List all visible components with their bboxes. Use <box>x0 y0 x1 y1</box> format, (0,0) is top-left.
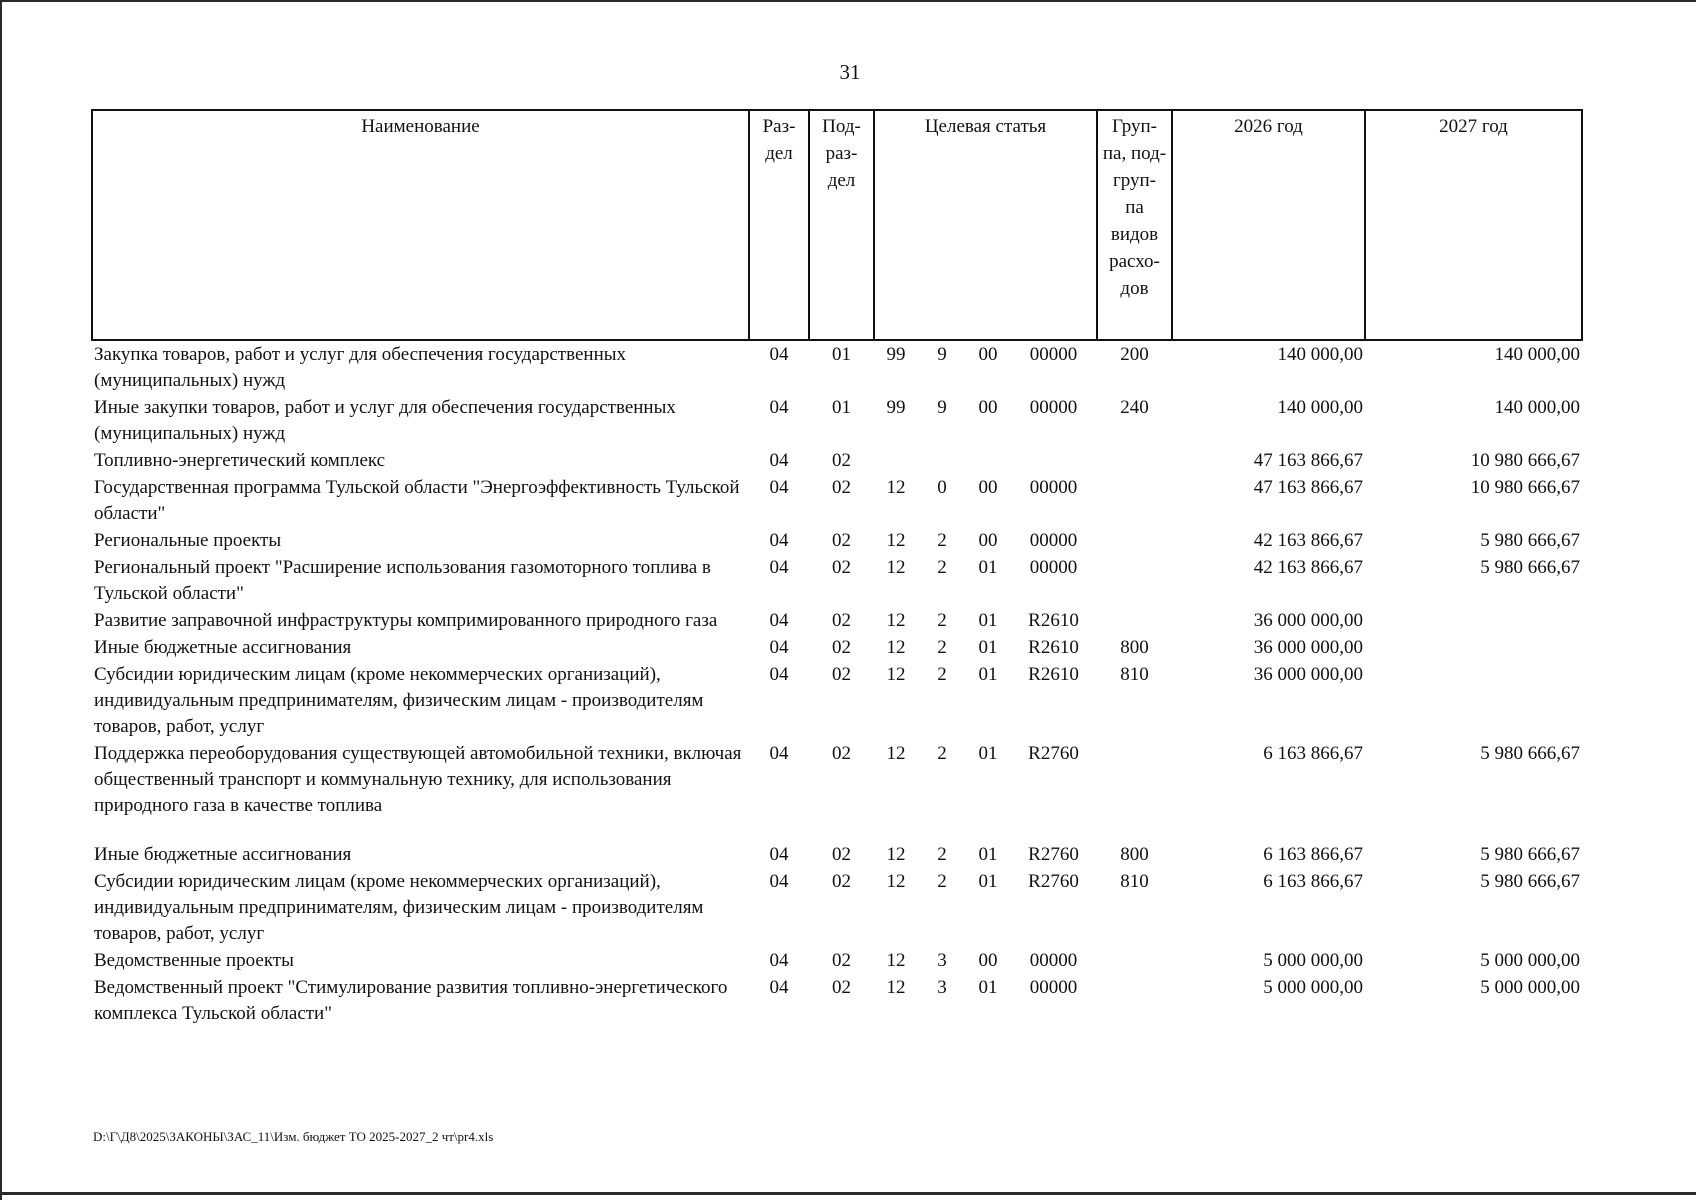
row-amount-2026: 42 163 866,67 <box>1253 530 1363 551</box>
row-expense-group: 810 <box>1120 664 1149 685</box>
row-podrazdel: 02 <box>832 610 851 631</box>
page-number: 31 <box>839 60 861 84</box>
row-target-code: R2760 <box>1028 743 1079 764</box>
table-row <box>92 947 1582 974</box>
row-target-event: 00 <box>978 530 998 551</box>
sheet-border-left <box>0 0 2 1200</box>
row-target-event: 01 <box>978 637 998 658</box>
row-podrazdel: 02 <box>832 844 851 865</box>
table-row <box>92 634 1582 661</box>
row-target-subprogram: 3 <box>937 950 947 971</box>
footer-file-path: D:\Г\Д8\2025\ЗАКОНЫ\ЗАС_11\Изм. бюджет ТО 2025-2027_2 чт\pr4.xls <box>93 1129 494 1144</box>
row-target-subprogram <box>918 447 966 474</box>
row-target-code: 00000 <box>1029 530 1078 551</box>
row-amount-2027: 5 980 666,67 <box>1480 530 1580 551</box>
row-amount-2027: 5 000 000,00 <box>1480 950 1580 971</box>
row-podrazdel: 01 <box>832 344 851 365</box>
row-target-subprogram: 3 <box>937 977 947 998</box>
row-expense-group: 200 <box>1120 344 1149 365</box>
row-target-program: 12 <box>886 637 906 658</box>
row-target-program: 12 <box>886 664 906 685</box>
row-target-code: R2610 <box>1028 664 1079 685</box>
row-target-program: 12 <box>886 557 906 578</box>
row-amount-2026: 140 000,00 <box>1277 344 1363 365</box>
row-expense-group <box>1097 527 1172 554</box>
row-target-subprogram: 2 <box>937 844 947 865</box>
row-target-program: 99 <box>886 397 906 418</box>
row-target-subprogram: 2 <box>937 743 947 764</box>
row-amount-2026: 36 000 000,00 <box>1253 610 1363 631</box>
row-razdel: 04 <box>769 743 789 764</box>
row-expense-group: 800 <box>1120 844 1149 865</box>
row-razdel: 04 <box>769 530 789 551</box>
row-expense-group <box>1097 974 1172 1027</box>
row-target-event <box>966 447 1010 474</box>
row-name: Ведомственный проект "Стимулирование развития топливно-энергетического комплекса Тульской области" <box>94 977 728 1024</box>
row-amount-2027: 5 980 666,67 <box>1480 844 1580 865</box>
row-expense-group <box>1097 554 1172 607</box>
row-target-code: 00000 <box>1029 344 1078 365</box>
row-amount-2026: 36 000 000,00 <box>1253 664 1363 685</box>
row-amount-2027 <box>1365 634 1582 661</box>
row-expense-group <box>1097 447 1172 474</box>
row-amount-2027: 140 000,00 <box>1494 397 1580 418</box>
row-target-subprogram: 2 <box>937 610 947 631</box>
row-amount-2027: 5 980 666,67 <box>1480 871 1580 892</box>
row-podrazdel: 02 <box>832 557 851 578</box>
row-amount-2026: 140 000,00 <box>1277 397 1363 418</box>
table-row <box>92 661 1582 740</box>
row-expense-group <box>1097 474 1172 527</box>
row-name: Государственная программа Тульской области "Энергоэффективность Тульской области" <box>94 477 740 524</box>
header-year-2027: 2027 год <box>1365 110 1582 340</box>
row-razdel: 04 <box>769 664 789 685</box>
row-target-code: 00000 <box>1029 977 1078 998</box>
row-target-subprogram: 0 <box>937 477 947 498</box>
row-target-subprogram: 2 <box>937 871 947 892</box>
row-name: Закупка товаров, работ и услуг для обеспечения государственных (муниципальных) нужд <box>94 344 627 391</box>
row-target-event: 01 <box>978 557 998 578</box>
row-target-code: R2610 <box>1028 637 1079 658</box>
row-amount-2027 <box>1365 607 1582 634</box>
row-target-program: 99 <box>886 344 906 365</box>
row-target-code: 00000 <box>1029 950 1078 971</box>
row-name: Региональный проект "Расширение использования газомоторного топлива в Тульской области" <box>94 557 711 604</box>
row-expense-group <box>1097 947 1172 974</box>
row-podrazdel: 02 <box>832 950 851 971</box>
row-podrazdel: 01 <box>832 397 851 418</box>
sheet-border-top <box>0 0 1696 2</box>
header-razdel: Раз- дел <box>749 110 809 340</box>
row-target-code: R2760 <box>1028 844 1079 865</box>
header-target-article: Целевая статья <box>874 110 1097 340</box>
table-row <box>92 474 1582 527</box>
row-name: Иные бюджетные ассигнования <box>94 637 352 658</box>
row-target-event: 01 <box>978 610 998 631</box>
table-row <box>92 740 1582 841</box>
table-row <box>92 554 1582 607</box>
row-amount-2026: 5 000 000,00 <box>1263 950 1363 971</box>
row-target-code: 00000 <box>1029 557 1078 578</box>
table-row <box>92 447 1582 474</box>
row-target-subprogram: 2 <box>937 637 947 658</box>
row-amount-2026: 6 163 866,67 <box>1263 844 1363 865</box>
row-podrazdel: 02 <box>832 637 851 658</box>
row-expense-group <box>1097 607 1172 634</box>
header-name: Наименование <box>92 110 749 340</box>
row-name: Топливно-энергетический комплекс <box>94 450 386 471</box>
row-target-code: R2760 <box>1028 871 1079 892</box>
row-target-code: R2610 <box>1028 610 1079 631</box>
row-amount-2027: 140 000,00 <box>1494 344 1580 365</box>
row-name: Ведомственные проекты <box>94 950 294 971</box>
row-razdel: 04 <box>769 950 789 971</box>
row-razdel: 04 <box>769 477 789 498</box>
row-target-program: 12 <box>886 871 906 892</box>
row-name: Поддержка переоборудования существующей автомобильной техники, включая общественный транспорт и коммунальную технику, для использования природного газа в качестве топлива <box>94 743 742 816</box>
header-year-2026: 2026 год <box>1172 110 1365 340</box>
row-target-subprogram: 2 <box>937 530 947 551</box>
row-amount-2026: 5 000 000,00 <box>1263 977 1363 998</box>
table-row <box>92 974 1582 1027</box>
table-row <box>92 340 1582 394</box>
row-amount-2027: 5 000 000,00 <box>1480 977 1580 998</box>
row-razdel: 04 <box>769 450 789 471</box>
row-podrazdel: 02 <box>832 977 851 998</box>
row-name: Субсидии юридическим лицам (кроме некоммерческих организаций), индивидуальным предпринимателям, физическим лицам - производителям товаров, работ, услуг <box>94 664 704 737</box>
row-target-event: 00 <box>978 344 998 365</box>
row-target-program <box>874 447 918 474</box>
row-expense-group: 240 <box>1120 397 1149 418</box>
row-amount-2026: 6 163 866,67 <box>1263 743 1363 764</box>
row-amount-2027: 5 980 666,67 <box>1480 557 1580 578</box>
row-target-program: 12 <box>886 610 906 631</box>
row-target-subprogram: 9 <box>937 344 947 365</box>
row-name: Иные бюджетные ассигнования <box>94 844 352 865</box>
header-podrazdel: Под- раз- дел <box>809 110 874 340</box>
row-razdel: 04 <box>769 610 789 631</box>
row-podrazdel: 02 <box>832 664 851 685</box>
row-razdel: 04 <box>769 397 789 418</box>
budget-table <box>91 109 1583 1027</box>
row-amount-2026: 36 000 000,00 <box>1253 637 1363 658</box>
table-row <box>92 607 1582 634</box>
row-amount-2026: 47 163 866,67 <box>1253 450 1363 471</box>
header-expense-group: Груп- па, под- груп- па видов расхо- дов <box>1097 110 1172 340</box>
row-razdel: 04 <box>769 977 789 998</box>
row-razdel: 04 <box>769 557 789 578</box>
row-target-subprogram: 2 <box>937 557 947 578</box>
row-target-code: 00000 <box>1029 477 1078 498</box>
row-expense-group: 810 <box>1120 871 1149 892</box>
table-row <box>92 394 1582 447</box>
row-target-code: 00000 <box>1029 397 1078 418</box>
row-expense-group <box>1097 740 1172 841</box>
row-podrazdel: 02 <box>832 450 851 471</box>
row-target-program: 12 <box>886 743 906 764</box>
row-target-code <box>1010 447 1097 474</box>
row-target-program: 12 <box>886 950 906 971</box>
row-podrazdel: 02 <box>832 530 851 551</box>
row-name: Развитие заправочной инфраструктуры компримированного природного газа <box>94 610 718 631</box>
row-target-event: 01 <box>978 664 998 685</box>
row-amount-2027: 10 980 666,67 <box>1470 450 1580 471</box>
row-podrazdel: 02 <box>832 743 851 764</box>
row-amount-2027: 5 980 666,67 <box>1480 743 1580 764</box>
row-expense-group: 800 <box>1120 637 1149 658</box>
row-target-event: 00 <box>978 950 998 971</box>
row-amount-2026: 47 163 866,67 <box>1253 477 1363 498</box>
row-razdel: 04 <box>769 844 789 865</box>
row-target-program: 12 <box>886 977 906 998</box>
row-target-event: 01 <box>978 871 998 892</box>
table-row <box>92 868 1582 947</box>
row-target-subprogram: 2 <box>937 664 947 685</box>
row-name: Иные закупки товаров, работ и услуг для обеспечения государственных (муниципальных) нужд <box>94 397 676 444</box>
row-razdel: 04 <box>769 344 789 365</box>
row-target-subprogram: 9 <box>937 397 947 418</box>
table-header-row <box>92 110 1582 340</box>
row-target-event: 01 <box>978 743 998 764</box>
table-row <box>92 841 1582 868</box>
row-amount-2027: 10 980 666,67 <box>1470 477 1580 498</box>
row-amount-2027 <box>1365 661 1582 740</box>
table-row <box>92 527 1582 554</box>
sheet-border-bottom <box>0 1192 1696 1195</box>
row-target-program: 12 <box>886 844 906 865</box>
row-podrazdel: 02 <box>832 871 851 892</box>
row-name: Субсидии юридическим лицам (кроме некоммерческих организаций), индивидуальным предпринимателям, физическим лицам - производителям товаров, работ, услуг <box>94 871 704 944</box>
row-podrazdel: 02 <box>832 477 851 498</box>
row-target-event: 00 <box>978 397 998 418</box>
row-razdel: 04 <box>769 637 789 658</box>
row-target-program: 12 <box>886 477 906 498</box>
row-razdel: 04 <box>769 871 789 892</box>
row-name: Региональные проекты <box>94 530 282 551</box>
row-target-program: 12 <box>886 530 906 551</box>
row-amount-2026: 6 163 866,67 <box>1263 871 1363 892</box>
row-target-event: 00 <box>978 477 998 498</box>
row-target-event: 01 <box>978 844 998 865</box>
row-amount-2026: 42 163 866,67 <box>1253 557 1363 578</box>
row-target-event: 01 <box>978 977 998 998</box>
